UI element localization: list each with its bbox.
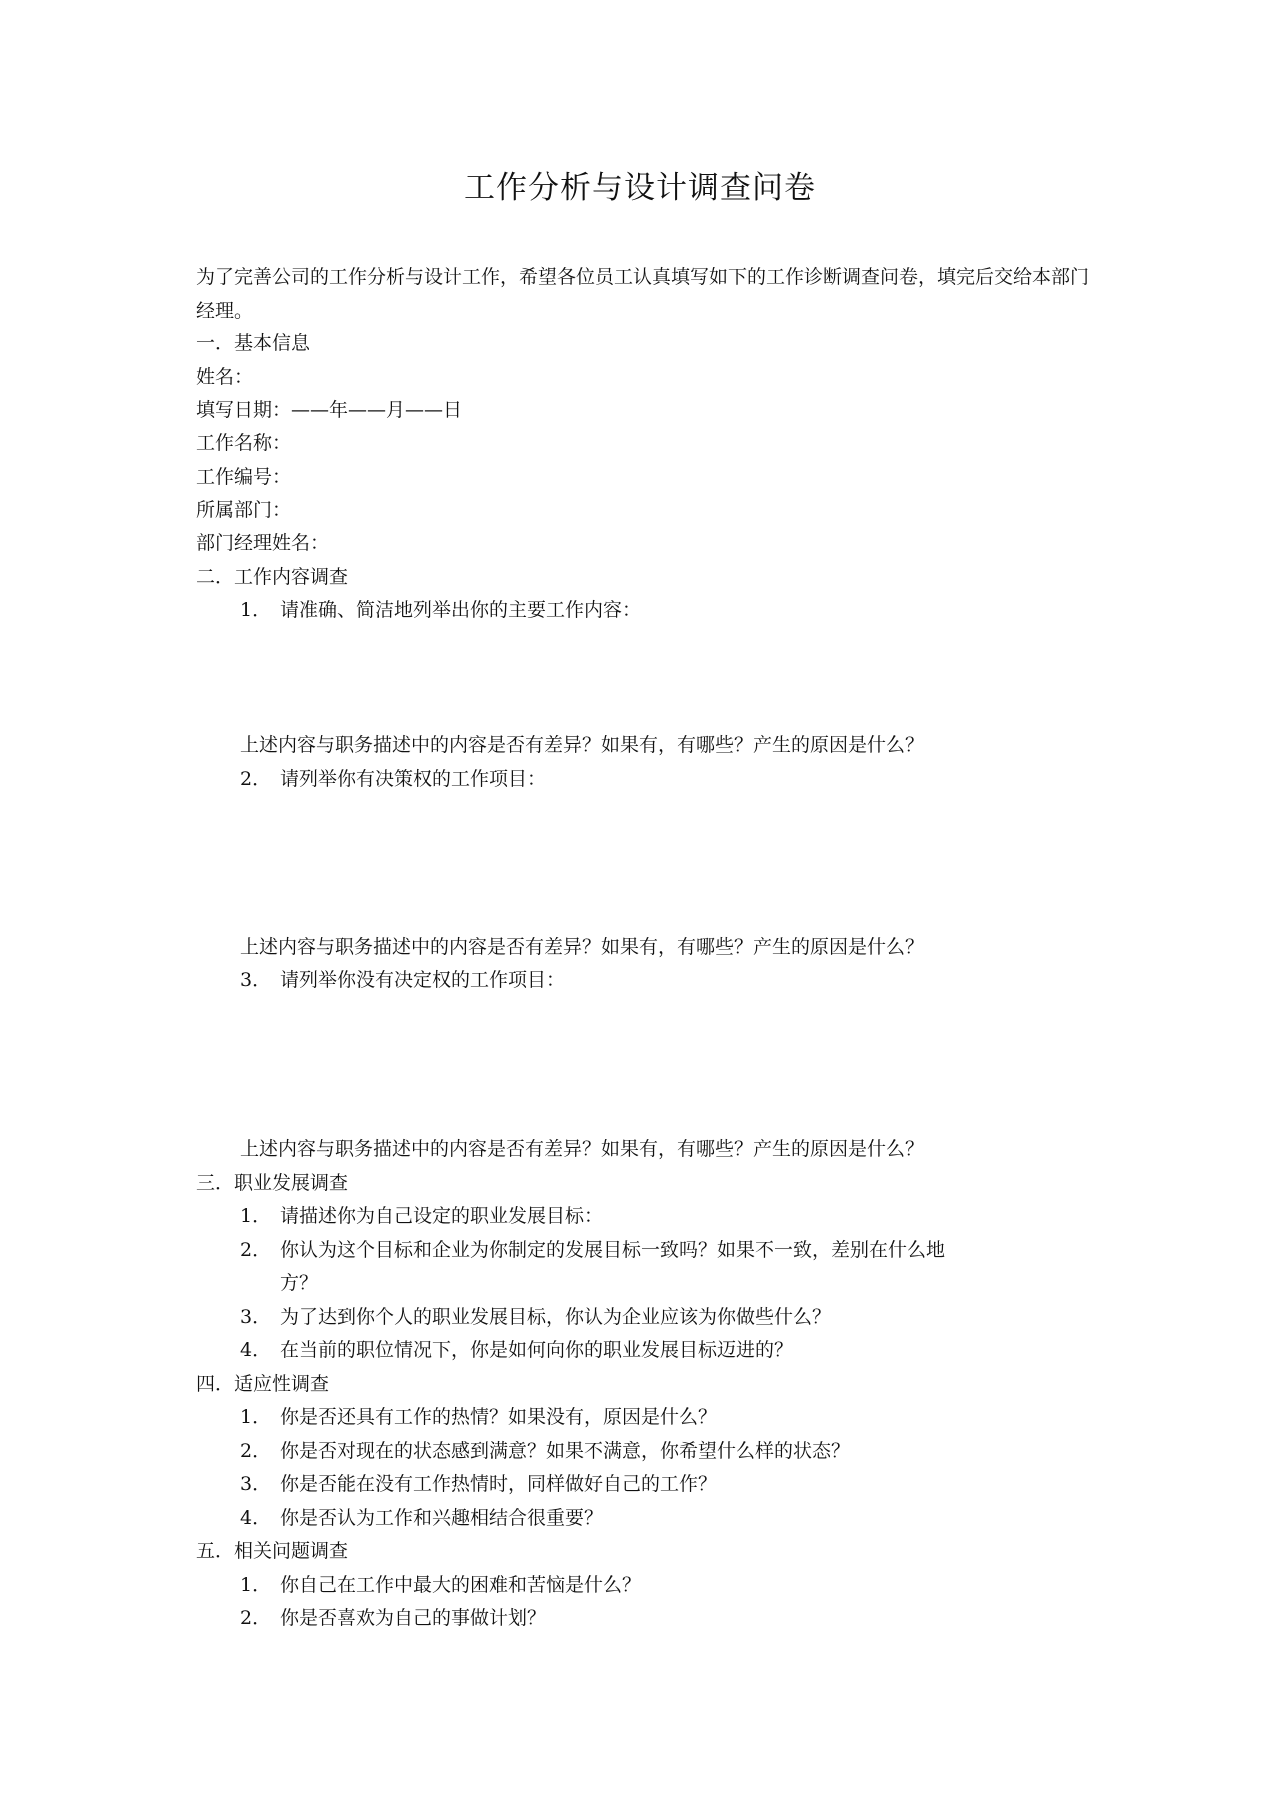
question-text: 请列举你有决策权的工作项目： xyxy=(280,768,547,790)
followup-question: 上述内容与职务描述中的内容是否有差异？如果有，有哪些？产生的原因是什么？ xyxy=(240,1138,925,1160)
question-item xyxy=(240,1568,641,1602)
section-heading-related: 五．相关问题调查 xyxy=(196,1540,349,1562)
question-number: 3． xyxy=(240,1306,272,1328)
question-item xyxy=(240,963,565,997)
question-item xyxy=(240,1501,603,1535)
question-text: 在当前的职位情况下，你是如何向你的职业发展目标迈进的？ xyxy=(280,1339,794,1361)
question-item xyxy=(240,1400,717,1434)
question-number: 4． xyxy=(240,1339,272,1361)
question-text: 请列举你没有决定权的工作项目： xyxy=(280,969,566,991)
field-job-number: 工作编号： xyxy=(196,466,292,488)
section-heading-basic-info: 一．基本信息 xyxy=(196,332,311,354)
section-heading-job-content: 二．工作内容调查 xyxy=(196,566,349,588)
field-job-name: 工作名称： xyxy=(196,432,292,454)
question-number: 4． xyxy=(240,1507,272,1529)
question-text: 你是否能在没有工作热情时，同样做好自己的工作？ xyxy=(280,1473,718,1495)
followup-question: 上述内容与职务描述中的内容是否有差异？如果有，有哪些？产生的原因是什么？ xyxy=(240,936,925,958)
section-heading-adaptability: 四．适应性调查 xyxy=(196,1373,330,1395)
question-text: 你是否喜欢为自己的事做计划？ xyxy=(280,1607,547,1629)
question-text: 为了达到你个人的职业发展目标，你认为企业应该为你做些什么？ xyxy=(280,1306,832,1328)
question-number: 3． xyxy=(240,1473,272,1495)
page-title: 工作分析与设计调查问卷 xyxy=(464,170,816,206)
question-text-continuation: 方？ xyxy=(280,1272,319,1294)
question-item xyxy=(240,762,546,796)
field-date: 填写日期：——年——月——日 xyxy=(196,399,463,421)
question-text: 请准确、简洁地列举出你的主要工作内容： xyxy=(280,599,642,621)
question-number: 2． xyxy=(240,768,272,790)
intro-paragraph: 为了完善公司的工作分析与设计工作，希望各位员工认真填写如下的工作诊断调查问卷，填完后交给本部门经理。 xyxy=(196,266,1090,322)
question-item xyxy=(240,593,641,627)
question-text: 你自己在工作中最大的困难和苦恼是什么？ xyxy=(280,1574,642,1596)
question-item xyxy=(240,1199,603,1233)
question-item xyxy=(240,1333,793,1367)
question-number: 2． xyxy=(240,1440,272,1462)
question-number: 3． xyxy=(240,969,272,991)
question-item xyxy=(240,1300,831,1334)
question-number: 2． xyxy=(240,1239,272,1261)
question-text: 你是否还具有工作的热情？如果没有，原因是什么？ xyxy=(280,1406,718,1428)
question-number: 1． xyxy=(240,599,272,621)
question-text: 你认为这个目标和企业为你制定的发展目标一致吗？如果不一致，差别在什么地 xyxy=(280,1239,946,1261)
followup-question: 上述内容与职务描述中的内容是否有差异？如果有，有哪些？产生的原因是什么？ xyxy=(240,734,925,756)
question-number: 1． xyxy=(240,1574,272,1596)
question-text: 你是否认为工作和兴趣相结合很重要？ xyxy=(280,1507,604,1529)
question-text: 请描述你为自己设定的职业发展目标： xyxy=(280,1205,604,1227)
question-text: 你是否对现在的状态感到满意？如果不满意，你希望什么样的状态？ xyxy=(280,1440,851,1462)
question-item xyxy=(240,1434,850,1468)
field-department: 所属部门： xyxy=(196,499,292,521)
question-item xyxy=(240,1467,717,1501)
field-manager-name: 部门经理姓名： xyxy=(196,532,330,554)
question-number: 1． xyxy=(240,1406,272,1428)
question-number: 1． xyxy=(240,1205,272,1227)
question-item xyxy=(240,1233,945,1267)
field-name: 姓名： xyxy=(196,366,254,388)
question-item xyxy=(240,1601,546,1635)
section-heading-career: 三．职业发展调查 xyxy=(196,1172,349,1194)
question-number: 2． xyxy=(240,1607,272,1629)
